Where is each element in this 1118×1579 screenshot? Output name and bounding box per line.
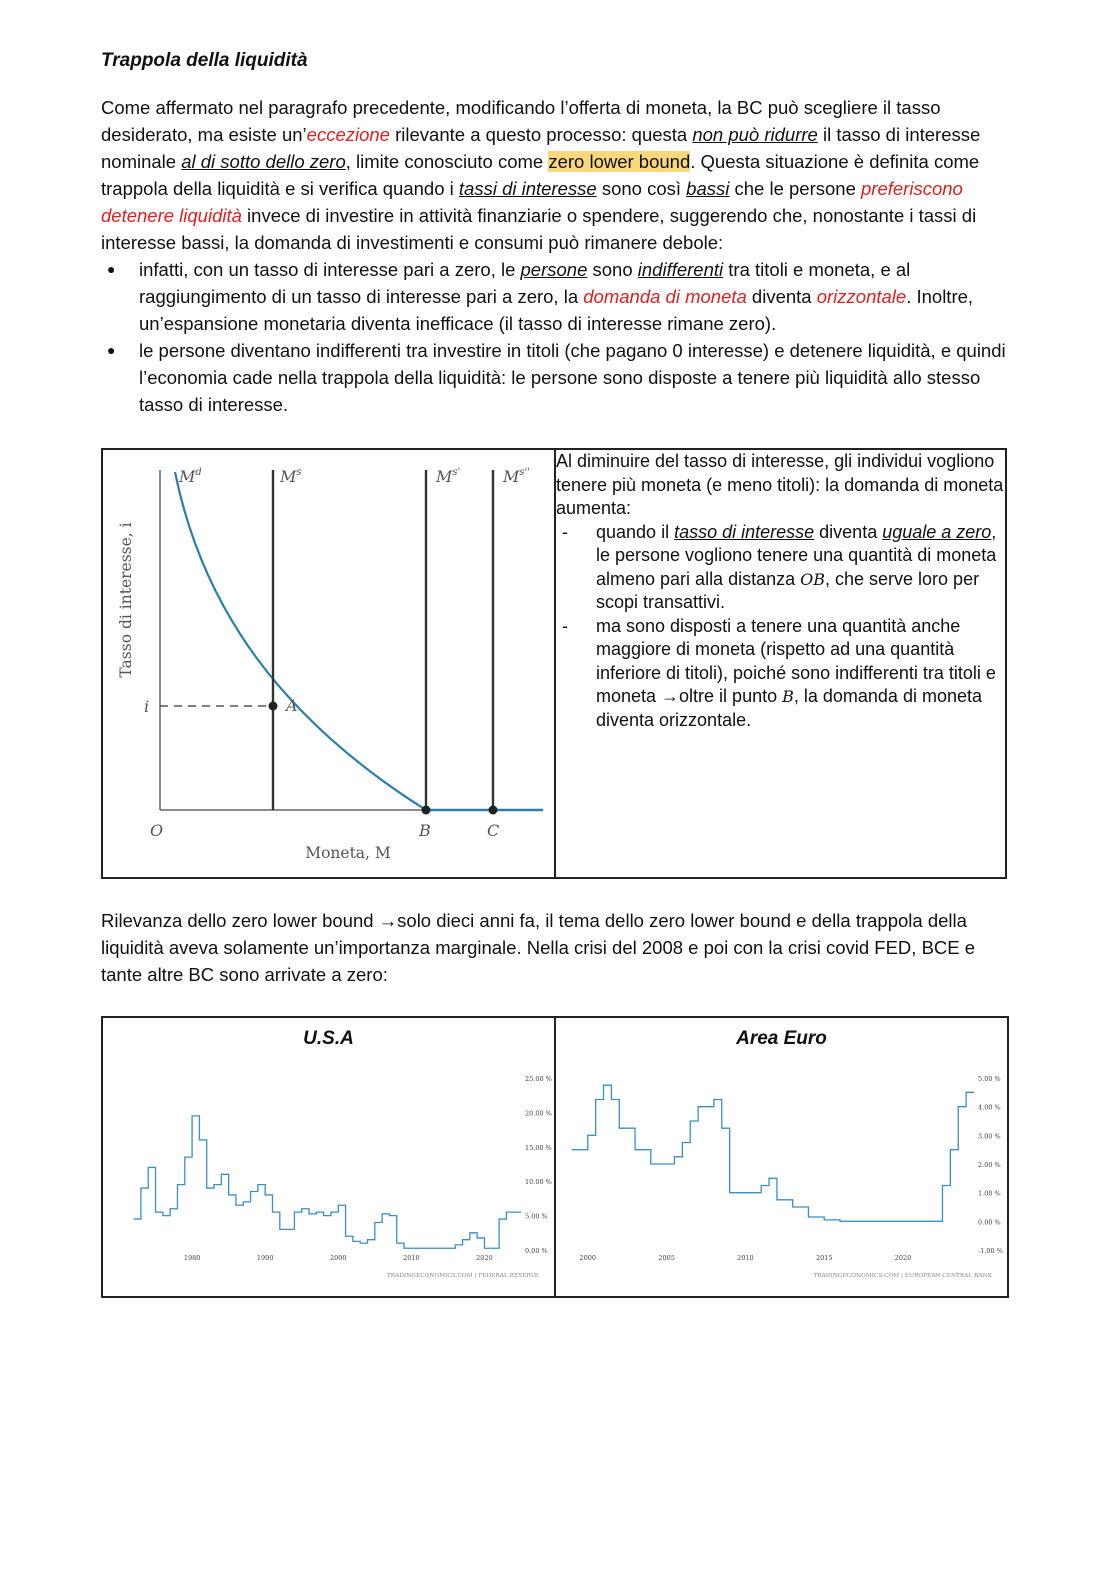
list-item: ● le persone diventano indifferenti tra investire in titoli (che pagano 0 interesse) e detenere liquidità, e quindi l’economia cade nella trappola della liquidità: le persone sono disposte a tenere più liquidità allo stesso tasso di interesse. — [101, 337, 1006, 418]
x-tick-label: 1990 — [256, 1254, 274, 1262]
chart-source: TRADINGECONOMICS.COM | FEDERAL RESERVE — [386, 1273, 539, 1279]
ms3-label: $M^{s''}$ — [503, 467, 531, 486]
y-tick-label: 4.00 % — [978, 1103, 1001, 1112]
y-tick-label: 20.00 % — [525, 1109, 552, 1118]
y-tick-label: 3.00 % — [978, 1132, 1001, 1141]
y-tick-label: 5.00 % — [525, 1212, 548, 1221]
money-demand-diagram — [103, 450, 554, 872]
x-axis-label: Moneta, M — [305, 844, 391, 862]
y-tick-label: 15.00 % — [525, 1143, 552, 1152]
list-item: - quando il tasso di interesse diventa uguale a zero, le persone vogliono tenere una quantità di moneta almeno pari alla distanza OB, che serve loro per scopi transattivi. — [556, 521, 1005, 615]
y-tick-label: 2.00 % — [978, 1161, 1001, 1169]
usa-chart-title: U.S.A — [303, 1028, 354, 1049]
origin-label: O — [150, 821, 164, 840]
y-tick-label: 10.00 % — [525, 1178, 552, 1187]
point-a — [269, 702, 278, 711]
y-tick-label: 5.00 % — [978, 1075, 1001, 1083]
euro-rate-chart — [556, 1050, 1007, 1288]
x-tick-label: 2000 — [329, 1254, 347, 1262]
euro-chart-title: Area Euro — [736, 1028, 827, 1049]
x-tick-label: 2010 — [403, 1254, 420, 1262]
relevance-paragraph: Rilevanza dello zero lower bound →solo dieci anni fa, il tema dello zero lower bound e della trappola della liquidità aveva solamente un’importanza marginale. Nella crisi del 2008 e poi con la crisi covid FED, BCE e tante altre BC sono arrivate a zero: — [101, 910, 976, 985]
point-c — [489, 806, 498, 815]
i-label: i — [144, 697, 150, 716]
ms2-label: $M^{s'}$ — [436, 467, 461, 486]
list-item: ● infatti, con un tasso di interesse pari a zero, le persone sono indifferenti tra titoli e moneta, e al raggiungimento di un tasso di interesse pari a zero, la domanda di moneta diventa orizzontale. Inoltre, un’espansione monetaria diventa inefficace (il tasso di interesse rimane zero). — [101, 256, 1006, 337]
list-item: - ma sono disposti a tenere una quantità anche maggiore di moneta (rispetto ad una quantità inferiore di titoli), poiché sono indifferenti tra titoli e moneta →oltre il punto B, la domanda di moneta diventa orizzontale. — [556, 615, 1005, 733]
x-tick-label: 2000 — [579, 1254, 597, 1262]
x-tick-label: 2020 — [894, 1254, 912, 1262]
y-axis-label: Tasso di interesse, i — [117, 522, 135, 678]
diagram-table — [101, 448, 1007, 879]
explanation-intro: Al diminuire del tasso di interesse, gli individui vogliono tenere più moneta (e meno titoli): la domanda di moneta aumenta: — [556, 451, 1004, 518]
usa-rate-chart — [103, 1050, 554, 1288]
y-tick-label: 1.00 % — [978, 1189, 1001, 1198]
x-tick-label: 2005 — [658, 1254, 675, 1262]
x-tick-label: 2010 — [737, 1254, 754, 1262]
y-tick-label: -1.00 % — [978, 1247, 1003, 1255]
series-line — [572, 1085, 974, 1221]
md-label: $M^d$ — [179, 467, 202, 486]
page-title: Trappola della liquidità — [101, 50, 308, 71]
y-tick-label: 25.00 % — [525, 1075, 552, 1083]
euro-chart-cell — [555, 1017, 1008, 1297]
point-b — [422, 806, 431, 815]
intro-paragraph: Come affermato nel paragrafo precedente, modificando l’offerta di moneta, la BC può scegliere il tasso desiderato, ma esiste un’eccezione rilevante a questo processo: questa non può ridurre il tasso di interesse nominale al di sotto dello zero, limite conosciuto come zero lower bound. Questa situazione è definita come trappola della liquidità e si verifica quando i tassi di interesse sono così bassi che le persone preferiscono detenere liquidità invece di investire in attività finanziarie o spendere, suggerendo che, nonostante i tassi di interesse bassi, la domanda di investimenti e consumi può rimanere debole: — [101, 97, 981, 253]
x-tick-label: 2020 — [476, 1254, 493, 1262]
y-tick-label: 0.00 % — [525, 1247, 548, 1255]
highlight-zlb: zero lower bound — [548, 151, 691, 172]
x-tick-label: 1980 — [183, 1254, 201, 1262]
series-line — [134, 1116, 521, 1248]
b-label: B — [419, 821, 431, 840]
usa-chart-cell — [102, 1017, 555, 1297]
bullet-list — [101, 256, 1006, 418]
money-demand-curve — [175, 472, 426, 810]
charts-table — [101, 1016, 1009, 1298]
dash-list — [556, 521, 1005, 733]
ms-label: $M^s$ — [280, 467, 302, 486]
diagram-cell — [102, 449, 555, 878]
a-label: A — [286, 696, 298, 715]
y-tick-label: 0.00 % — [978, 1218, 1001, 1227]
c-label: C — [487, 821, 500, 840]
explanation-cell — [555, 449, 1006, 878]
x-tick-label: 2015 — [815, 1254, 833, 1262]
chart-source: TRADINGECONOMICS.COM | EUROPEAN CENTRAL BANK — [813, 1273, 992, 1279]
